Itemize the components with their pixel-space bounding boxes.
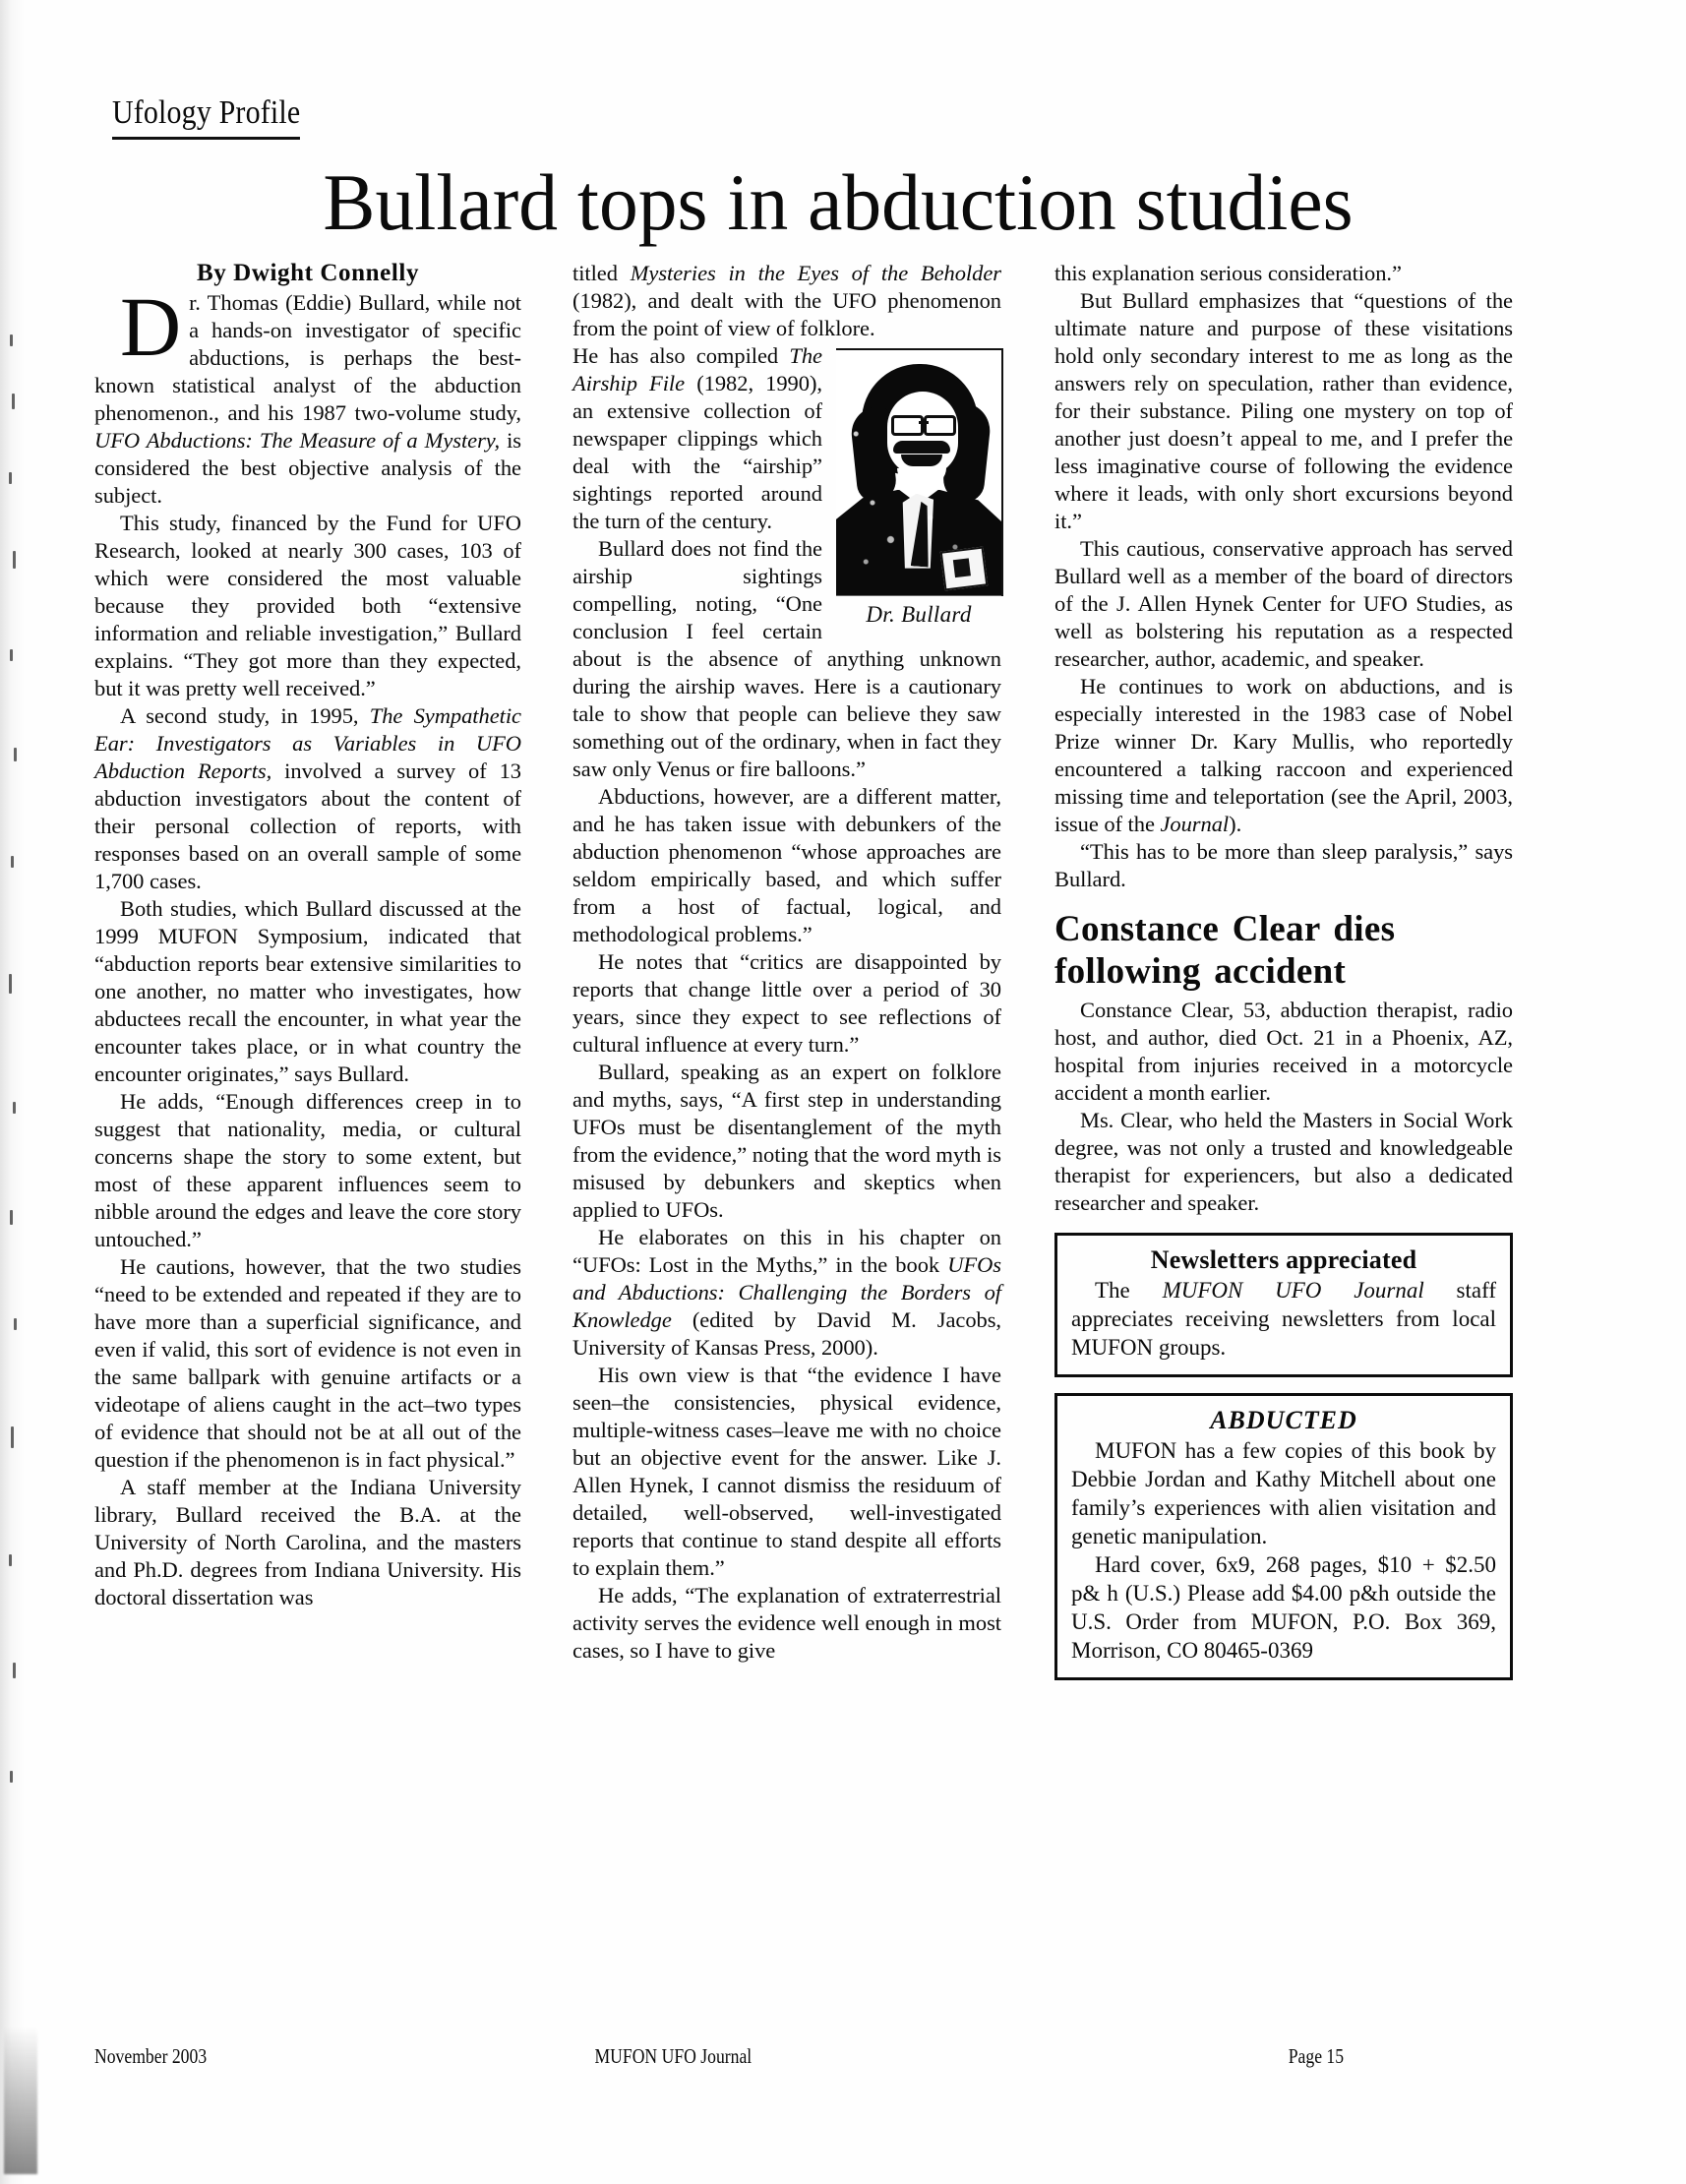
paragraph: “This has to be more than sleep paralysis,” says Bullard. [1054, 838, 1513, 891]
paragraph: He cautions, however, that the two studies “need to be extended and repeated if they are to have more than a superficial significance, and even if valid, this sort of evidence is not even in the same ballpark with genuine artifacts or a videotape of aliens caught in the act–two types of evidence that should not be at all out of the question if the phenomenon is in fact physical.” [94, 1253, 521, 1472]
box-paragraph [1071, 1277, 1496, 1363]
study-title-italic: The Sympathetic Ear: Investigators as Variables in UFO Abduction Reports, [94, 702, 521, 783]
photo-caption: Dr. Bullard [866, 601, 972, 627]
paragraph: This study, financed by the Fund for UFO Research, looked at nearly 300 cases, 103 of which were considered the most valuable because they provided both “extensive information and reliable investigation,” Bullard explains. “They got more than they expected, but it was pretty well received.” [94, 510, 521, 700]
paragraph: He adds, “Enough differences creep in to suggest that nationality, media, or cultural concerns shape the story to some extent, but most of these apparent influences seem to nibble around the edges and leave the core story untouched.” [94, 1088, 521, 1251]
paragraph [94, 702, 521, 895]
scan-edge-artifact [0, 0, 26, 2184]
box-newsletters-appreciated [1054, 1233, 1513, 1377]
paragraph-text: r. Thomas (Eddie) Bullard, while not a hands-on investigator of specific abductions, is perhaps the best-known statistical analyst of the abduction phenomenon., and his 1987 two-volume study, [94, 289, 521, 425]
section-kicker: Ufology Profile [112, 94, 300, 140]
paragraph: His own view is that “the evidence I have seen–the consistencies, physical evidence, multiple-witness cases–leave me with no choice but an objective event for the answer. Like J. Allen Hynek, I cannot dismiss the residuum of detailed, well-observed, well-investigated reports that continue to stand despite all efforts to explain them.” [572, 1362, 1001, 1580]
paragraph: this explanation serious consideration.” [1054, 260, 1402, 285]
paragraph: Both studies, which Bullard discussed at the 1999 MUFON Symposium, indicated that “abduction reports bear extensive similarities to one another, no matter who investigates, how abductees recall the encounter, in what year the encounter takes place, or in what country the encounter originates,” says Bullard. [94, 895, 521, 1086]
paragraph-text-tail: (1982), and dealt with the UFO phenomenon from the point of view of folklore. [572, 287, 1001, 340]
paragraph: He adds, “The explanation of extraterrestrial activity serves the evidence well enough in most cases, so I have to give [572, 1582, 1001, 1663]
paragraph: A staff member at the Indiana University library, Bullard received the B.A. at the University of North Carolina, and the masters and Ph.D. degrees from Indiana University. His doctoral dissertation was [94, 1474, 521, 1609]
book-title-italic: Mysteries in the Eyes of the Beholder [630, 260, 1001, 285]
book-title-italic: UFOs and Abductions: Challenging the Borders of Knowledge [572, 1251, 1001, 1332]
halftone-grain [836, 350, 1001, 596]
scan-smudge-artifact [4, 2027, 37, 2174]
journal-title-italic: MUFON UFO Journal [1162, 1278, 1424, 1304]
paragraph-text: A second study, in 1995, [120, 702, 370, 728]
paragraph-text-tail: is considered the best objective analysis of the subject. [94, 427, 522, 508]
article-content [94, 94, 1582, 1680]
paragraph [94, 278, 522, 510]
paragraph: Ms. Clear, who held the Masters in Social Work degree, was not only a trusted and knowledgeable therapist for experiencers, but also a dedicated researcher and speaker. [1054, 1108, 1513, 1216]
column-one [94, 260, 543, 1680]
secondary-headline: Constance Clear dies following accident [1054, 908, 1396, 992]
column-two [543, 260, 1021, 1680]
paragraph-text-tail: (edited by David M. Jacobs, University of Kansas Press, 2000). [572, 1306, 1001, 1360]
box-text: The [1095, 1278, 1163, 1304]
paragraph: Abductions, however, are a different matter, and he has taken issue with debunkers of the abduction phenomenon “whose approaches are seldom empirically based, and which suffer from a host of factual, logical, and methodological problems.” [572, 783, 1001, 946]
paragraph-text-tail: (1982, 1990), an extensive collection of newspaper clippings which deal with the “airship” sightings reported around the turn of the century. [572, 370, 822, 533]
photo-figure [836, 348, 1001, 628]
paragraph-text-tail: ). [1229, 811, 1242, 836]
column-container [94, 260, 1582, 1680]
paragraph [1054, 673, 1513, 838]
paragraph-text: titled [572, 260, 631, 285]
paragraph: Bullard does not find the airship sightings compelling, noting, “One conclusion I feel certain about is the absence of anything unknown during the airship waves. Here is a cautionary tale to show that people can believe they saw something out of the ordinary, when in fact they saw only Venus or fire balloons.” [572, 535, 1001, 781]
article-headline: Bullard tops in abduction studies [323, 157, 1354, 247]
footer-page-number: Page 15 [1288, 2044, 1345, 2068]
book-title-italic: UFO Abductions: The Measure of a Mystery, [94, 427, 501, 453]
paragraph [572, 1224, 1001, 1362]
footer-issue-date: November 2003 [94, 2044, 208, 2068]
paragraph: But Bullard emphasizes that “questions of the ultimate nature and purpose of these visitations hold only secondary interest to me as long as the answers rely on speculation, rather than evidence, for their substance. Piling one mystery on top of another just doesn’t appeal to me, and I prefer the less imaginative course of following the evidence where it leads, with only short excursions beyond it.” [1054, 287, 1513, 533]
journal-title-italic: Journal [1160, 811, 1230, 836]
box-paragraph: Hard cover, 6x9, 268 pages, $10 + $2.50 p& h (U.S.) Please add $4.00 p&h outside the U.S. Order from MUFON, P.O. Box 369, Morrison, CO 80465-0369 [1071, 1552, 1496, 1664]
box-title: ABDUCTED [1210, 1406, 1357, 1435]
portrait-photo [836, 348, 1003, 596]
drop-cap: D [120, 278, 182, 374]
paragraph: Constance Clear, 53, abduction therapist, radio host, and author, died Oct. 21 in a Phoenix, AZ, hospital from injuries received in a motorcycle accident a month earlier. [1054, 998, 1513, 1106]
page-footer [94, 2044, 1344, 2069]
paragraph: He notes that “critics are disappointed by reports that change little over a period of 30 years, since they expect to see reflections of cultural influence at every turn.” [572, 948, 1001, 1057]
box-text-tail: staff appreciates receiving newsletters from local MUFON groups. [1071, 1278, 1496, 1361]
book-title-italic: The Airship File [572, 342, 822, 395]
box-paragraph: MUFON has a few copies of this book by Debbie Jordan and Kathy Mitchell about one family’s experiences with alien visitation and genetic manipulation. [1071, 1438, 1496, 1549]
column-three [1021, 260, 1513, 1680]
paragraph: Bullard, speaking as an expert on folklore and myths, says, “A first step in understanding UFOs must be disentanglement of the myth from the evidence,” noting that the word myth is misused by debunkers and skeptics when applied to UFOs. [572, 1059, 1001, 1222]
paragraph [572, 260, 1001, 342]
box-title: Newsletters appreciated [1150, 1245, 1417, 1275]
paragraph-text: He has also compiled [572, 342, 790, 368]
box-abducted-book [1054, 1393, 1513, 1680]
paragraph: This cautious, conservative approach has served Bullard well as a member of the board of directors of the J. Allen Hynek Center for UFO Studies, as well as bolstering his reputation as a respected researcher, author, academic, and speaker. [1054, 535, 1513, 671]
article-byline: By Dwight Connelly [196, 259, 420, 286]
paragraph-text-tail: involved a survey of 13 abduction investigators about the content of their personal collection of reports, with responses based on an overall sample of some 1,700 cases. [94, 758, 521, 893]
paragraph-text: He elaborates on this in his chapter on “UFOs: Lost in the Myths,” in the book [572, 1224, 1001, 1277]
paragraph-text: He continues to work on abductions, and is especially interested in the 1983 case of Nobel Prize winner Dr. Kary Mullis, who reportedly encountered a talking raccoon and experienced missing time and teleportation (see the April, 2003, issue of the [1054, 673, 1513, 836]
footer-publication-name: MUFON UFO Journal [594, 2044, 753, 2068]
